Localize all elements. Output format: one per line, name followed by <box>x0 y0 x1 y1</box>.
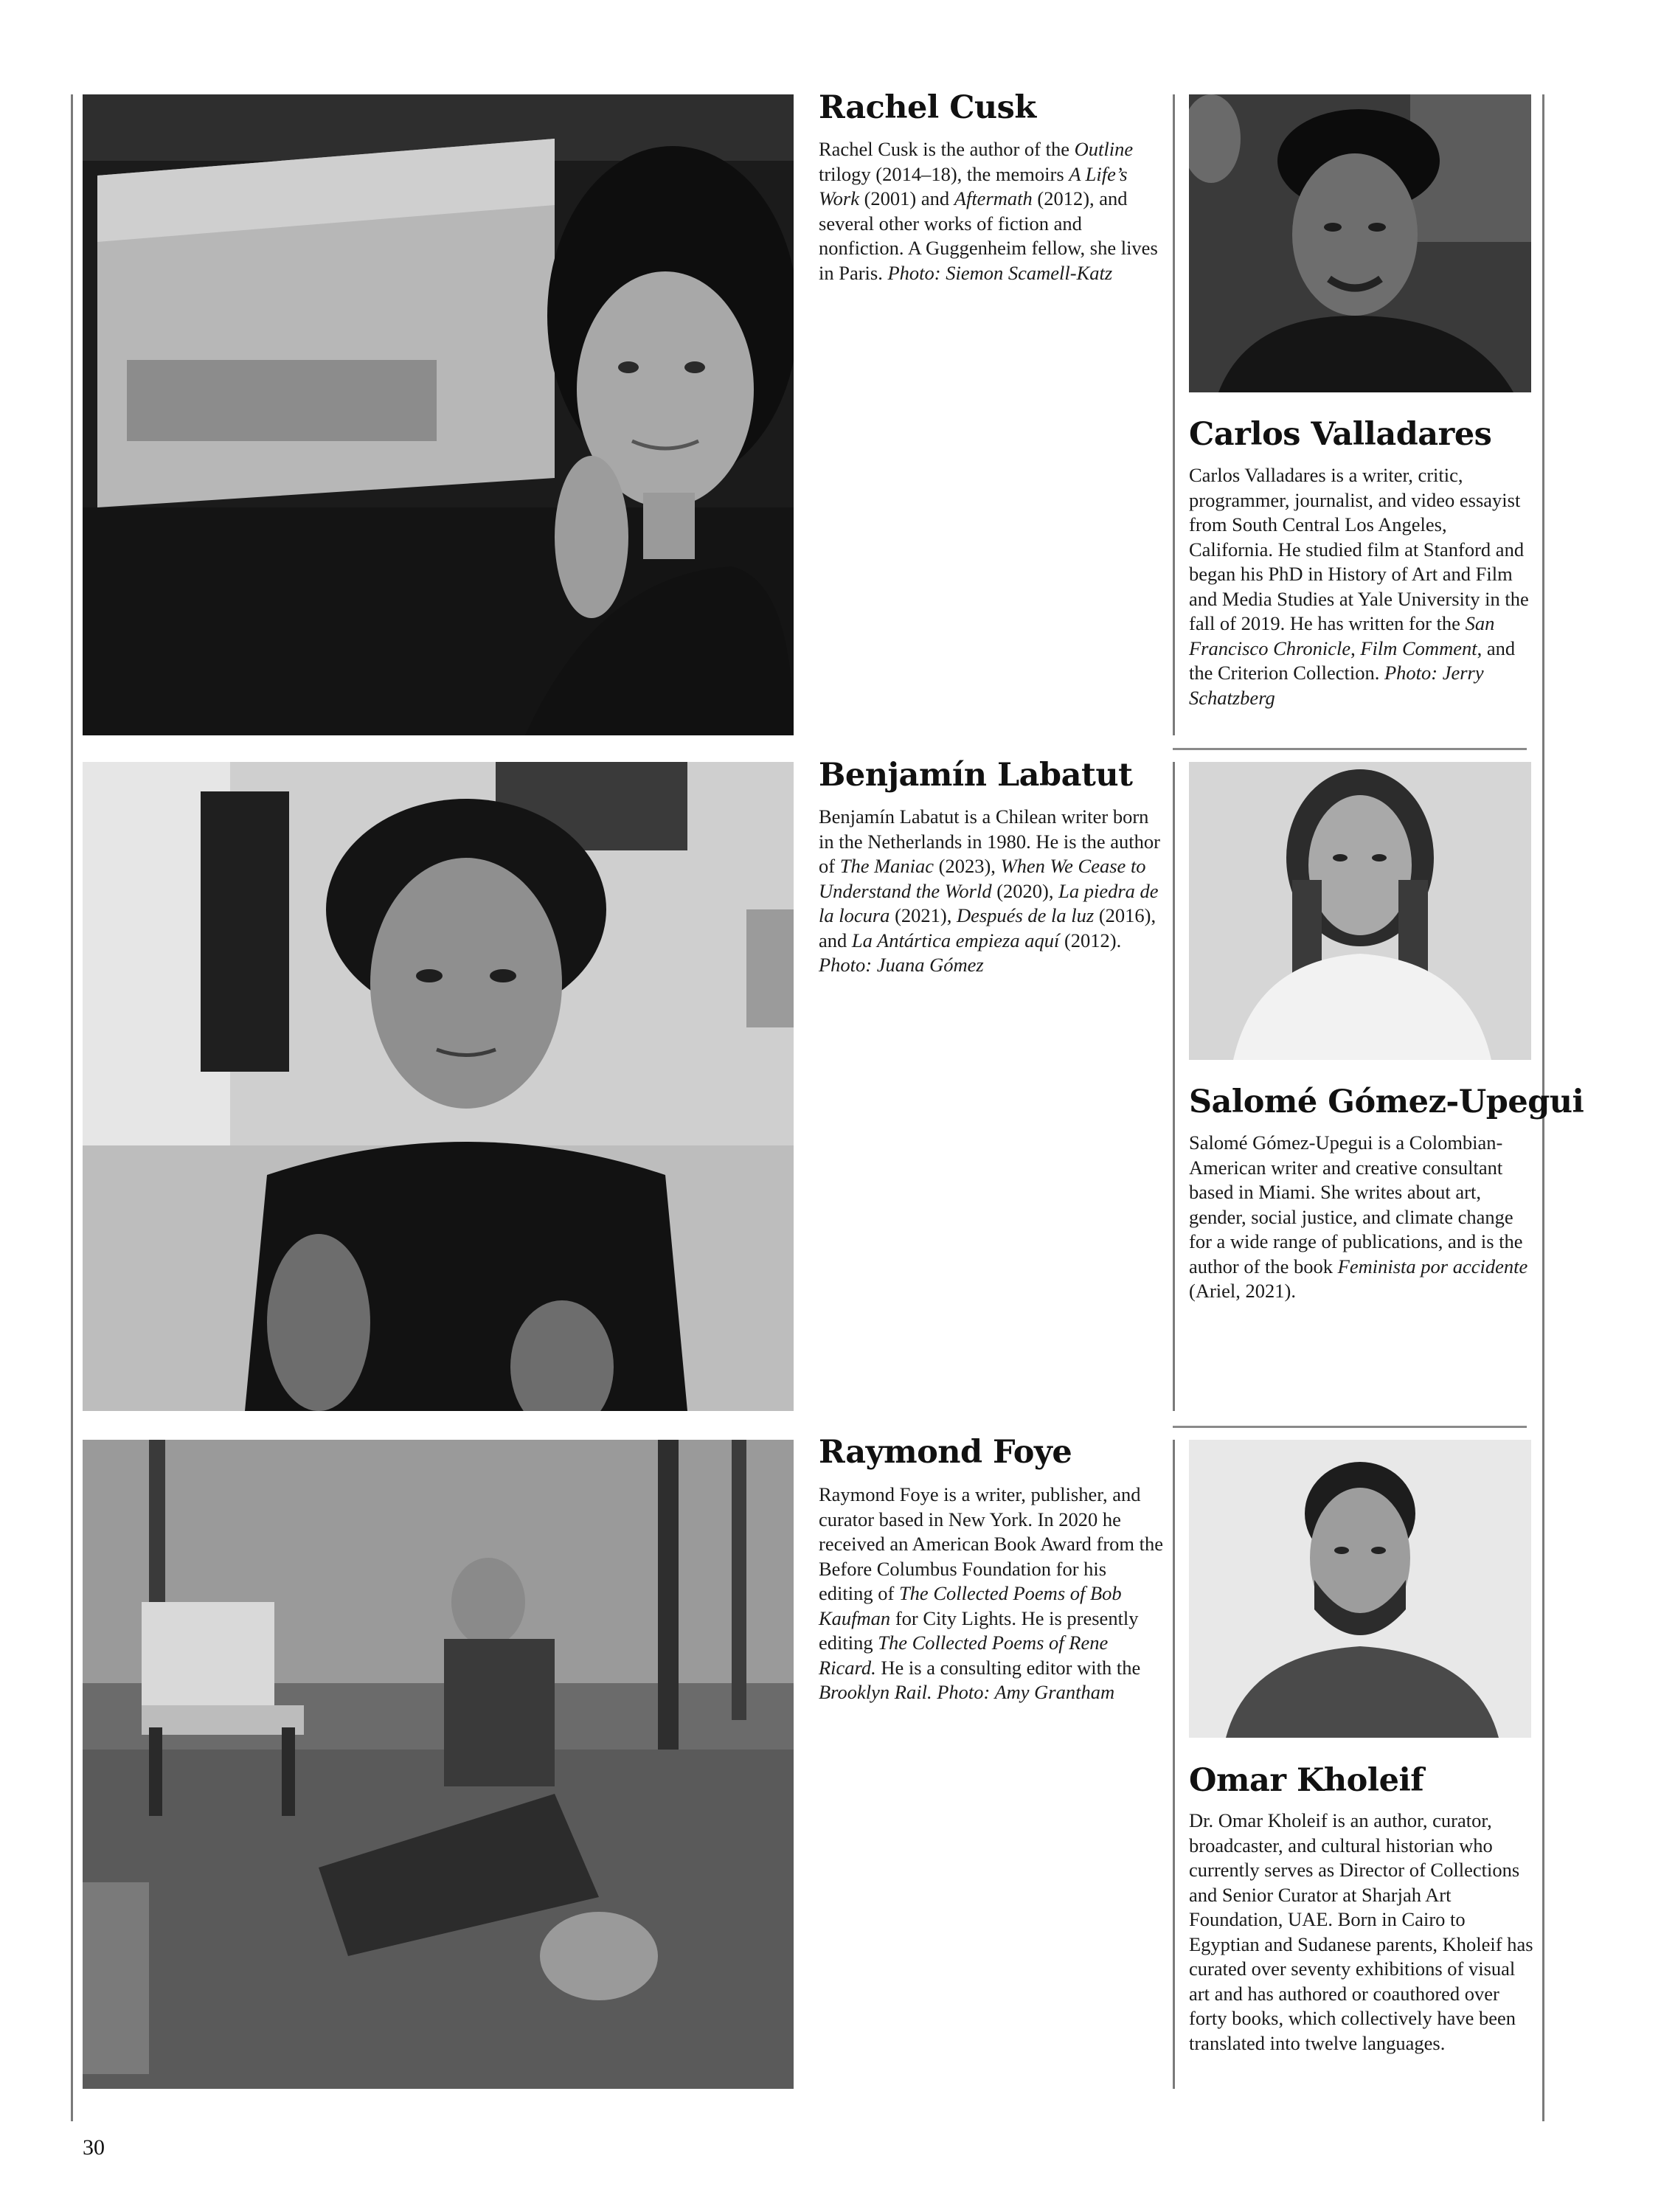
bio-text-run: (2016), and <box>819 904 1156 951</box>
bio-text-omar-kholeif <box>1189 1809 1536 2056</box>
bio-italic-run: Brooklyn Rail. Photo: Amy Grantham <box>819 1681 1115 1703</box>
bio-italic-run: La piedra de la locura <box>819 879 1159 926</box>
bio-text-run: trilogy (2014–18), the memoirs <box>819 162 1069 185</box>
column-rule-2 <box>1173 762 1175 1411</box>
photo-benjamin-labatut <box>83 762 794 1411</box>
bio-text-run: (2001) and <box>859 187 954 209</box>
bio-italic-run: The Collected Poems of Rene Ricard. <box>819 1632 1109 1679</box>
bio-italic-run: The Collected Poems of Bob Kaufman <box>819 1582 1122 1629</box>
bio-text-run: (2021), <box>889 904 957 926</box>
bio-text-run: Carlos Valladares is a writer, critic, programmer, journalist, and video essayist from South Central Los Angeles, California. He studied film at Stanford and began his PhD in History of Art and Film and Media Studies at Yale University in the fall of 2019. He has written for the <box>1189 464 1529 634</box>
bio-name-carlos-valladares: Carlos Valladares <box>1189 416 1492 453</box>
bio-text-run: (2012). <box>1059 929 1122 951</box>
bio-italic-run: Después de la luz <box>956 904 1095 926</box>
bio-text-run: Salomé Gómez-Upegui is a Colombian-American writer and creative consultant based in Miami. She writes about art, gender, social justice, and climate change for a wide range of publications, and is the author of the book <box>1189 1131 1523 1277</box>
row-divider-1 <box>1173 748 1527 750</box>
bio-text-carlos-valladares <box>1189 463 1536 710</box>
column-rule-1 <box>1173 94 1175 735</box>
bio-italic-run: When We Cease to Understand the World <box>819 855 1146 902</box>
bio-text-rachel-cusk <box>819 137 1165 285</box>
bio-text-run: (2023), <box>934 855 1001 877</box>
bio-text-run: Rachel Cusk is the author of the <box>819 138 1075 160</box>
photo-raymond-foye <box>83 1440 794 2089</box>
bio-text-run: (2020), <box>991 879 1059 902</box>
left-margin-rule <box>71 94 73 2121</box>
bio-text-run: (2012), and several other works of fiction and nonfiction. A Guggenheim fellow, she lives in Paris. <box>819 187 1158 284</box>
bio-text-salome-gomez-upegui <box>1189 1131 1539 1304</box>
page-number: 30 <box>83 2135 105 2160</box>
bio-text-run: Raymond Foye is a writer, publisher, and curator based in New York. In 2020 he received an American Book Award from the Before Columbus Foundation for his editing of <box>819 1483 1164 1604</box>
bio-text-run: , <box>1350 637 1361 659</box>
bio-text-run: He is a consulting editor with the <box>875 1656 1141 1679</box>
bio-italic-run: Photo: Juana Gómez <box>819 954 984 976</box>
bio-italic-run: San Francisco Chronicle <box>1189 612 1495 659</box>
bio-name-rachel-cusk: Rachel Cusk <box>819 89 1036 126</box>
bio-italic-run: Feminista por accidente <box>1337 1255 1528 1277</box>
bio-text-benjamin-labatut <box>819 805 1165 978</box>
bio-italic-run: Photo: Jerry Schatzberg <box>1189 662 1484 709</box>
bio-name-salome-gomez-upegui: Salomé Gómez-Upegui <box>1189 1084 1584 1120</box>
bio-italic-run: The Maniac <box>839 855 934 877</box>
bio-text-raymond-foye <box>819 1483 1165 1705</box>
bio-italic-run: La Antártica empieza aquí <box>851 929 1060 951</box>
bio-name-omar-kholeif: Omar Kholeif <box>1189 1762 1424 1799</box>
bio-name-benjamin-labatut: Benjamín Labatut <box>819 757 1133 794</box>
photo-rachel-cusk <box>83 94 794 735</box>
bio-text-run: , and the Criterion Collection. <box>1189 637 1516 684</box>
bio-text-run: for City Lights. He is presently editing <box>819 1606 1139 1654</box>
bio-italic-run: Film Comment <box>1360 637 1477 659</box>
bio-text-run: (Ariel, 2021). <box>1189 1280 1296 1302</box>
bio-italic-run: Outline <box>1074 138 1134 160</box>
bio-name-raymond-foye: Raymond Foye <box>819 1434 1072 1471</box>
bio-italic-run: Aftermath <box>954 187 1033 209</box>
column-rule-3 <box>1173 1440 1175 2089</box>
row-divider-2 <box>1173 1426 1527 1428</box>
bio-text-run: Dr. Omar Kholeif is an author, curator, broadcaster, and cultural historian who currently serves as Director of Collections and Senior Curator at Sharjah Art Foundation, UAE. Born in Cairo to Egyptian and Sudanese parents, Kholeif has curated over seventy exhibitions of visual art and has authored or coauthored over forty books, which collectively have been translated into twelve languages. <box>1189 1809 1533 2054</box>
bio-italic-run: A Life’s Work <box>819 162 1128 209</box>
bio-text-run: Benjamín Labatut is a Chilean writer born in the Netherlands in 1980. He is the author of <box>819 805 1160 877</box>
photo-carlos-valladares <box>1189 94 1531 392</box>
photo-omar-kholeif <box>1189 1440 1531 1738</box>
photo-salome-gomez-upegui <box>1189 762 1531 1060</box>
bio-italic-run: Photo: Siemon Scamell-Katz <box>887 261 1113 284</box>
